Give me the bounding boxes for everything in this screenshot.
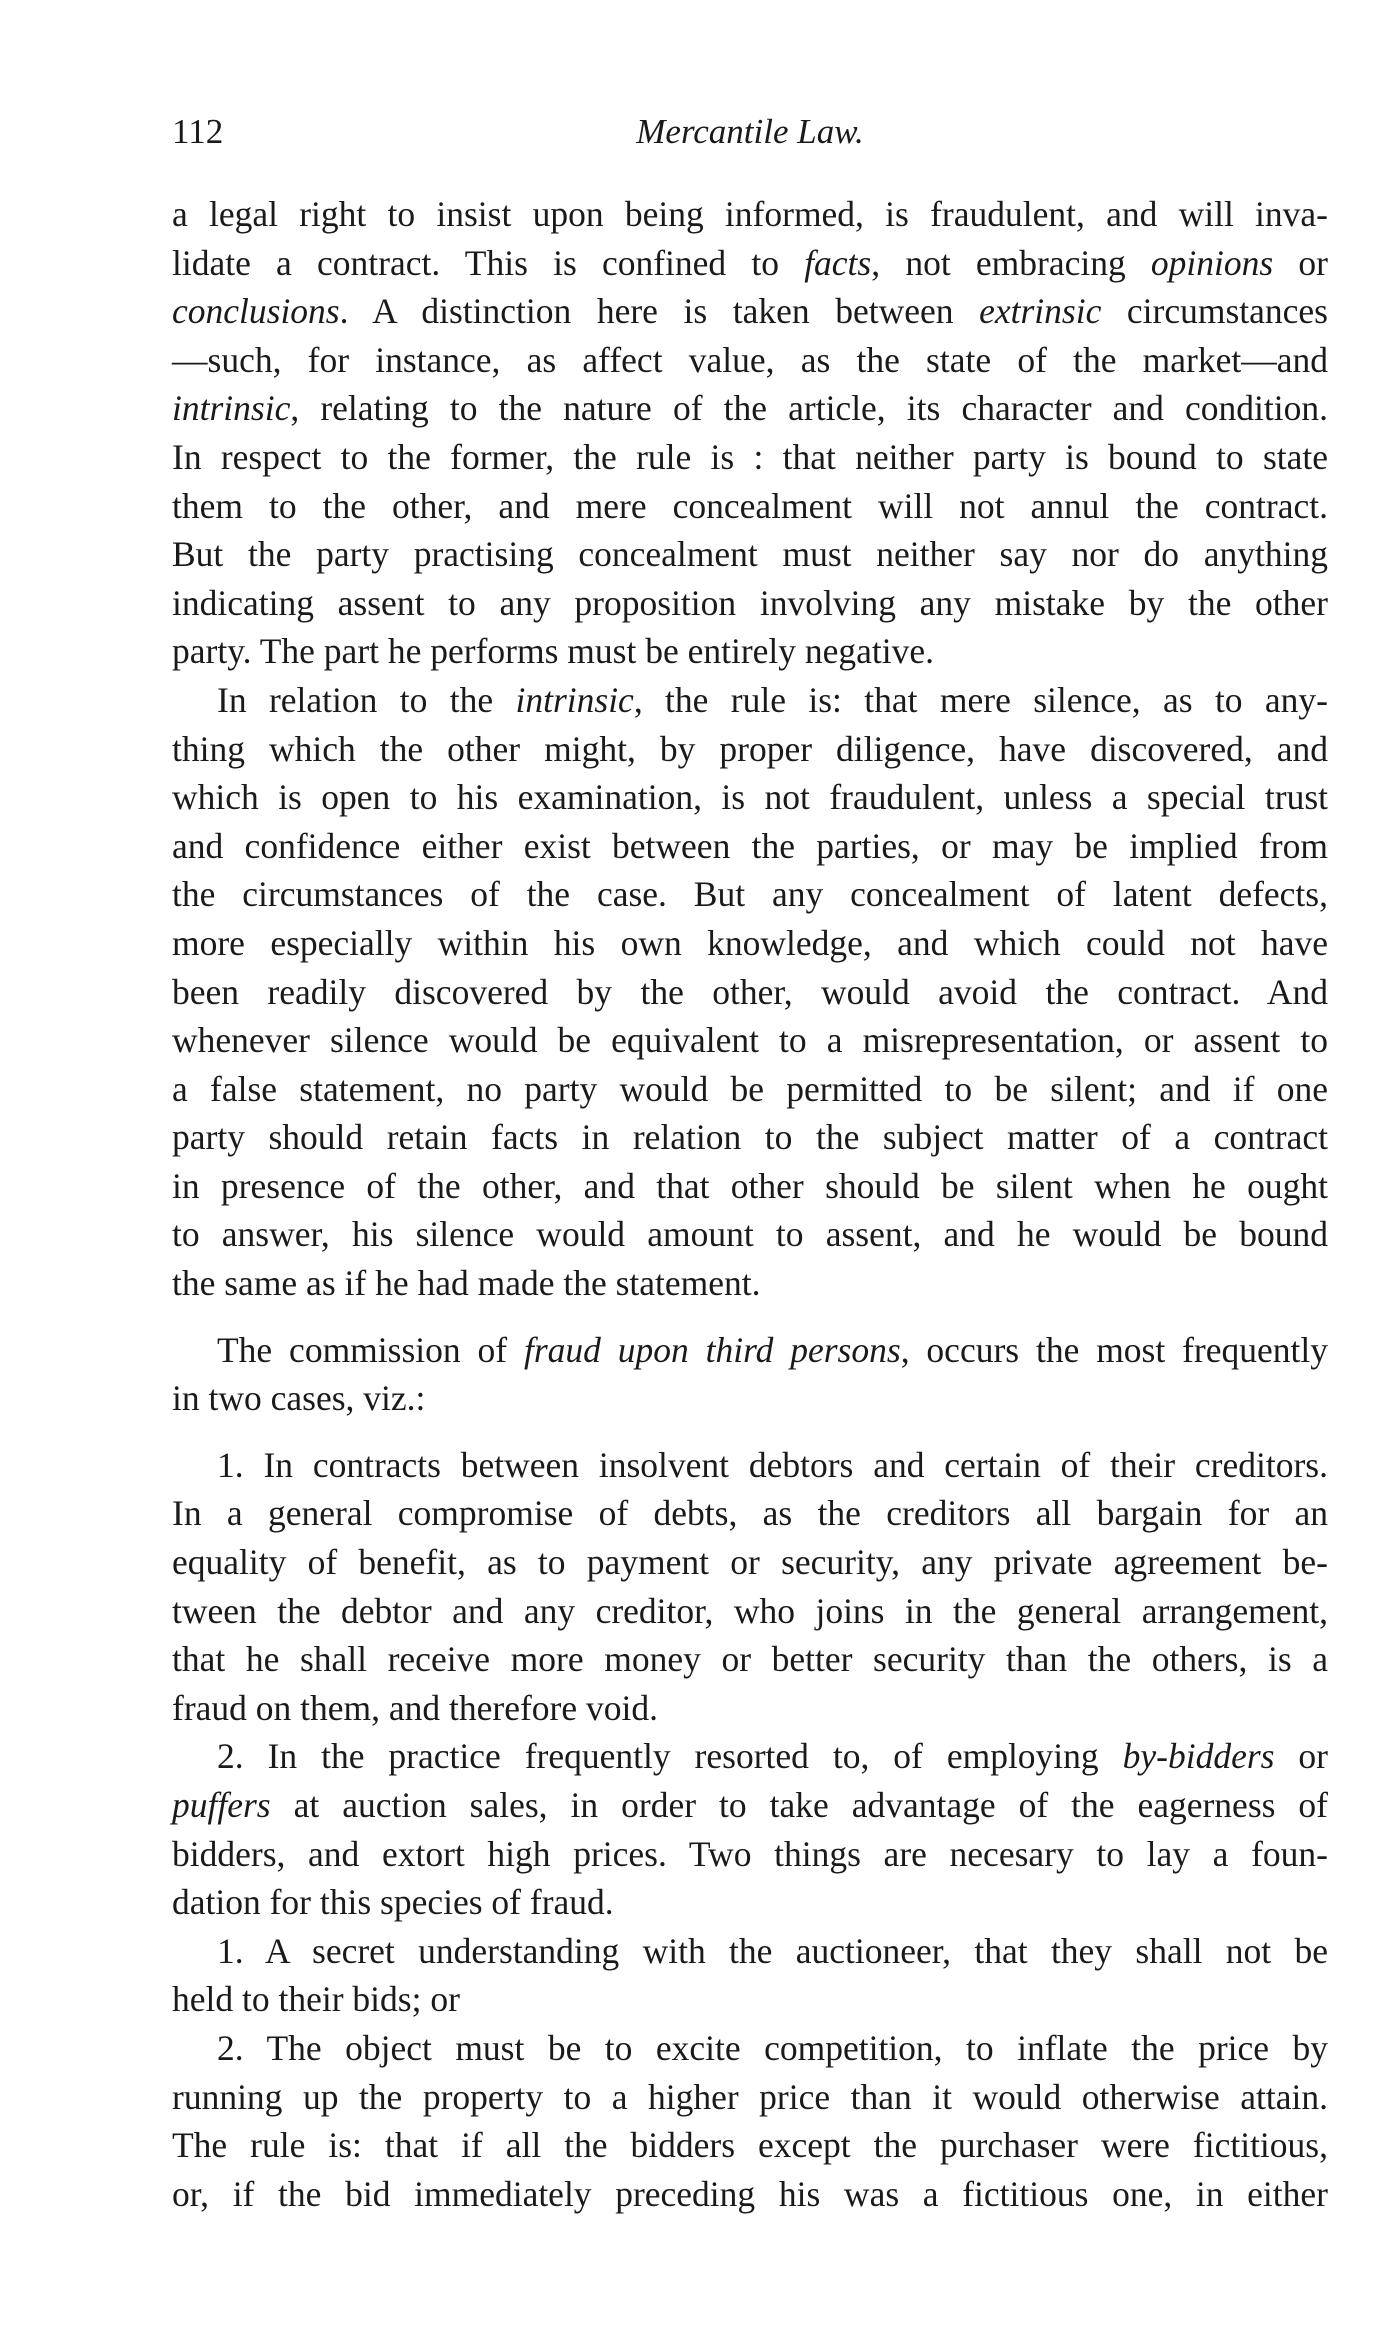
text-line [172,336,1328,385]
text-line [172,433,1328,482]
text-run: indicating assent to any proposition involving any mistake by the other [172,582,1328,623]
text-run: more especially within his own knowledge, and which could not have [172,922,1328,963]
text-line [172,1830,1328,1879]
text-line [172,919,1328,968]
text-run: the circumstances of the case. But any concealment of latent defects, [172,874,1328,915]
running-title: Mercantile Law. [636,112,864,151]
text-run: , relating to the nature of the article, its character and condition. [290,388,1328,429]
text-line [172,2121,1328,2170]
text-line [172,1975,1328,2024]
text-line [172,239,1328,288]
text-run: to answer, his silence would amount to assent, and he would be bound [172,1214,1328,1255]
text-line [172,1441,1328,1490]
page-number: 112 [172,112,224,151]
text-run: lidate a contract. This is confined to [172,242,805,283]
text-run: or [1274,1736,1328,1777]
text-line [172,1326,1328,1375]
text-line [172,2073,1328,2122]
text-line [172,627,1328,676]
text-line [172,1210,1328,1259]
text-run: 2. In the practice frequently resorted to, of employing [217,1736,1123,1777]
text-run: . A distinction here is taken between [339,291,980,332]
text-run: circumstances [1101,291,1328,332]
text-line [172,1259,1328,1308]
text-line [172,1878,1328,1927]
text-run: in presence of the other, and that other should be silent when he ought [172,1165,1328,1206]
text-line [172,530,1328,579]
text-line [172,822,1328,871]
text-run: running up the property to a higher price than it would otherwise attain. [172,2076,1328,2117]
italic-text: intrinsic [515,679,634,720]
italic-text: by-bidders [1122,1736,1275,1777]
italic-text: extrinsic [979,291,1102,332]
text-line [172,870,1328,919]
text-run: and confidence either exist between the parties, or may be implied from [172,825,1328,866]
text-run: 1. In contracts between insolvent debtors and certain of their creditors. [217,1444,1328,1485]
text-line [172,1732,1328,1781]
text-run: which is open to his examination, is not fraudulent, unless a special trust [172,777,1328,818]
text-line [172,384,1328,433]
text-line [172,2024,1328,2073]
text-run: , not embracing [871,242,1151,283]
text-line [172,1162,1328,1211]
text-run: 1. A secret understanding with the auctioneer, that they shall not be [217,1930,1328,1971]
text-line [172,1489,1328,1538]
text-line [172,1538,1328,1587]
italic-text: facts [804,242,872,283]
body-text [172,190,1328,2218]
text-run: a legal right to insist upon being informed, is fraudulent, and will inva- [172,194,1328,234]
text-run: equality of benefit, as to payment or security, any private agreement be- [172,1542,1328,1583]
italic-text: opinions [1150,242,1274,283]
text-line [172,773,1328,822]
text-line [172,579,1328,628]
text-run: The rule is: that if all the bidders except the purchaser were fictitious, [172,2125,1328,2166]
text-line [172,676,1328,725]
text-line [172,1781,1328,1830]
text-line [172,1587,1328,1636]
text-run: a false statement, no party would be permitted to be silent; and if one [172,1068,1328,1109]
italic-text: puffers [172,1785,271,1825]
text-run: The commission of [217,1329,524,1370]
text-run: in two cases, viz.: [172,1378,426,1419]
text-run: But the party practising concealment must neither say nor do anything [172,534,1328,575]
text-line [172,482,1328,531]
text-run: In respect to the former, the rule is : that neither party is bound to state [172,436,1328,477]
text-line [172,1065,1328,1114]
text-line [172,1635,1328,1684]
text-run: thing which the other might, by proper diligence, have discovered, and [172,728,1328,769]
text-run: that he shall receive more money or better security than the others, is a [172,1639,1328,1680]
text-run: dation for this species of fraud. [172,1882,614,1923]
text-run: the same as if he had made the statement. [172,1263,761,1304]
text-run: them to the other, and mere concealment will not annul the contract. [172,485,1328,526]
text-run: party should retain facts in relation to the subject matter of a contract [172,1117,1328,1158]
text-line [172,725,1328,774]
text-line [172,1374,1328,1423]
italic-text: fraud upon third persons [523,1329,901,1370]
italic-text: intrinsic [172,388,291,429]
text-run: 2. The object must be to excite competition, to inflate the price by [217,2027,1328,2068]
text-run: —such, for instance, as affect value, as the state of the market—and [172,339,1328,380]
text-line [172,190,1328,239]
text-run: or [1273,242,1328,283]
text-line [172,1113,1328,1162]
text-run: bidders, and extort high prices. Two things are necesary to lay a foun- [172,1833,1328,1874]
page-header [172,112,1328,172]
text-line [172,2170,1328,2219]
text-line [172,1016,1328,1065]
text-run: In relation to the [217,679,516,720]
text-line [172,1927,1328,1976]
text-run: whenever silence would be equivalent to a misrepresentation, or assent to [172,1020,1328,1061]
text-run: been readily discovered by the other, would avoid the contract. And [172,971,1328,1012]
text-run: at auction sales, in order to take advantage of the eagerness of [270,1785,1328,1825]
text-run: , occurs the most frequently [900,1329,1328,1370]
text-run: fraud on them, and therefore void. [172,1687,658,1728]
italic-text: conclusions [172,291,340,332]
text-line [172,1684,1328,1733]
text-run: , the rule is: that mere silence, as to any- [633,679,1329,720]
text-run: In a general compromise of debts, as the creditors all bargain for an [172,1493,1328,1534]
text-run: held to their bids; or [172,1979,460,2020]
text-line [172,287,1328,336]
text-run: party. The part he performs must be entirely negative. [172,631,935,672]
text-run: tween the debtor and any creditor, who joins in the general arrangement, [172,1590,1328,1631]
text-run: or, if the bid immediately preceding his was a fictitious one, in either [172,2173,1328,2214]
text-line [172,968,1328,1017]
